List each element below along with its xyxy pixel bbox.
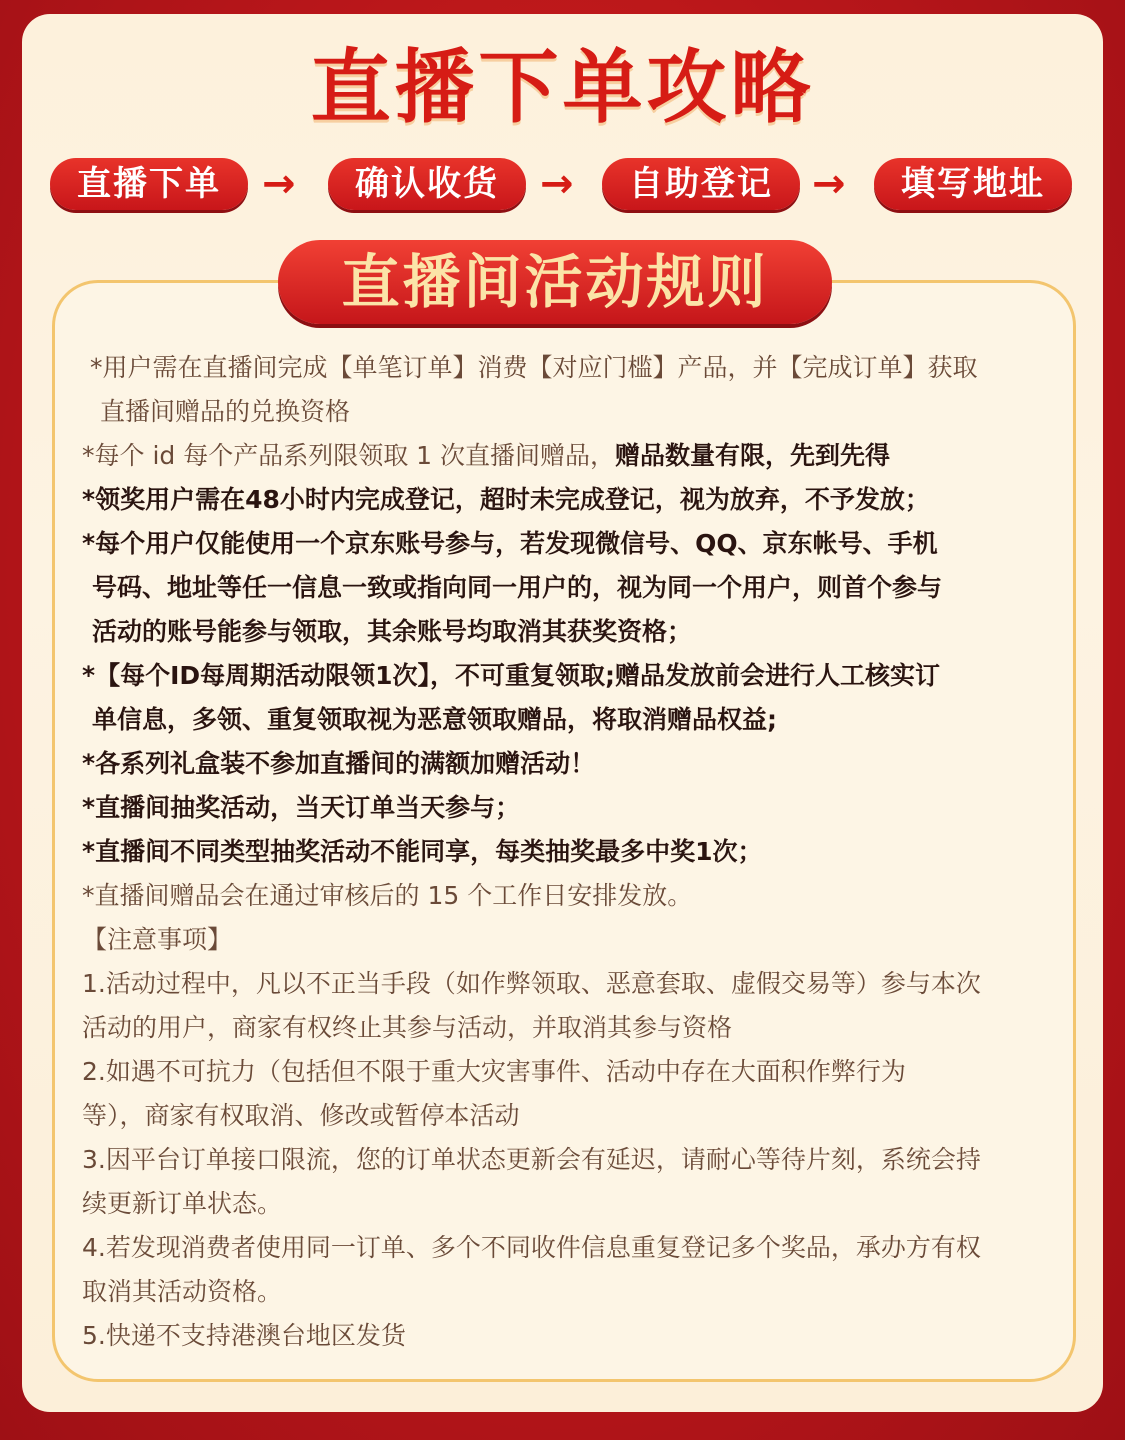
note-line: 4.若发现消费者使用同一订单、多个不同收件信息重复登记多个奖品，承办方有权 (82, 1233, 981, 1262)
rule-line: *直播间抽奖活动，当天订单当天参与； (82, 793, 521, 822)
rule-line: *每个 id 每个产品系列限领取 1 次直播间赠品，赠品数量有限，先到先得 (82, 441, 891, 470)
rule-line: *直播间不同类型抽奖活动不能同享，每类抽奖最多中奖1次； (82, 837, 763, 866)
rule-line: *用户需在直播间完成【单笔订单】消费【对应门槛】产品，并【完成订单】获取 (90, 353, 978, 382)
step-confirm-receipt: 确认收货 (328, 158, 526, 210)
page-title: 直播下单攻略 (310, 41, 815, 134)
note-line: 3.因平台订单接口限流，您的订单状态更新会有延迟，请耐心等待片刻，系统会持 (82, 1145, 981, 1174)
arrow-icon: → (812, 161, 846, 207)
note-line: 活动的用户，商家有权终止其参与活动，并取消其参与资格 (82, 1013, 733, 1042)
step-fill-address: 填写地址 (874, 158, 1072, 210)
rule-line: 直播间赠品的兑换资格 (100, 397, 351, 426)
step-self-register: 自助登记 (602, 158, 800, 210)
rule-line: *每个用户仅能使用一个京东账号参与，若发现微信号、QQ、京东帐号、手机 (82, 529, 938, 558)
note-line: 1.活动过程中，凡以不正当手段（如作弊领取、恶意套取、虚假交易等）参与本次 (82, 969, 981, 998)
rules-title: 直播间活动规则 (278, 240, 832, 324)
arrow-icon: → (262, 161, 296, 207)
rule-line: *各系列礼盒装不参加直播间的满额加赠活动！ (82, 749, 596, 778)
order-steps (0, 158, 1125, 214)
note-line: 等），商家有权取消、修改或暂停本活动 (82, 1101, 520, 1130)
rule-line: 活动的账号能参与领取，其余账号均取消其获奖资格； (92, 617, 693, 646)
rule-line: 单信息，多领、重复领取视为恶意领取赠品，将取消赠品权益; (92, 705, 777, 734)
rule-line: 号码、地址等任一信息一致或指向同一用户的，视为同一个用户，则首个参与 (92, 573, 943, 602)
note-line: 5.快递不支持港澳台地区发货 (82, 1321, 406, 1350)
step-live-order: 直播下单 (50, 158, 248, 210)
arrow-icon: → (540, 161, 574, 207)
note-line: 取消其活动资格。 (82, 1277, 283, 1306)
rule-line: *领奖用户需在48小时内完成登记，超时未完成登记，视为放弃，不予发放； (82, 485, 930, 514)
rule-line: *直播间赠品会在通过审核后的 15 个工作日安排发放。 (82, 881, 693, 910)
note-line: 2.如遇不可抗力（包括但不限于重大灾害事件、活动中存在大面积作弊行为 (82, 1057, 906, 1086)
notes-heading: 【注意事项】 (82, 925, 233, 954)
rule-line: *【每个ID每周期活动限领1次】，不可重复领取;赠品发放前会进行人工核实订 (82, 661, 941, 690)
note-line: 续更新订单状态。 (82, 1189, 283, 1218)
